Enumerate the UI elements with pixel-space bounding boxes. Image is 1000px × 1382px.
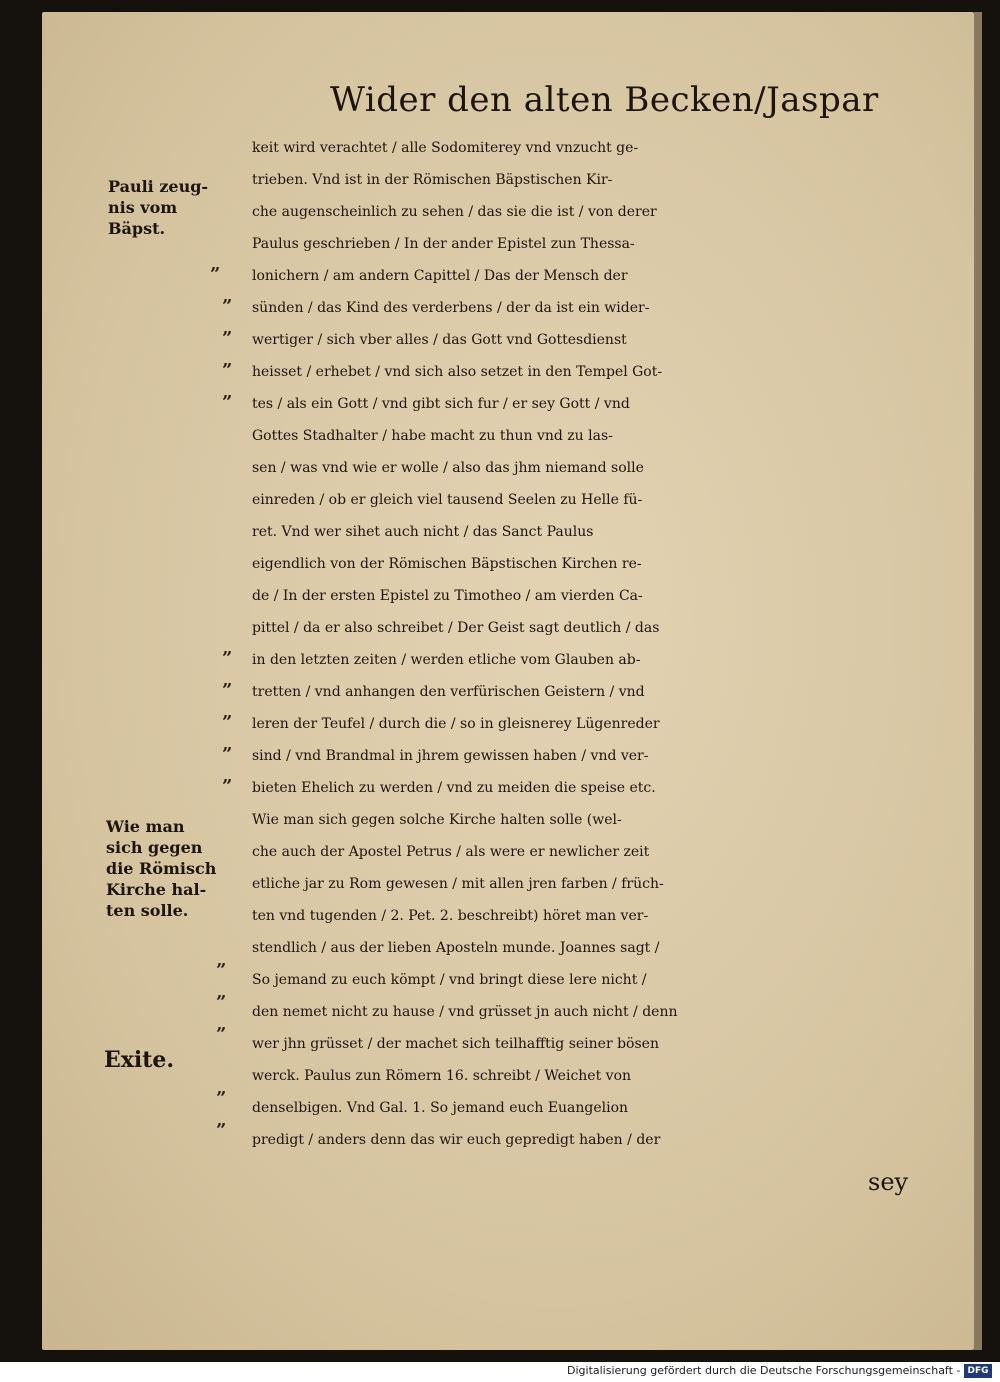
quote-mark: ” [216, 1120, 227, 1141]
text-line: in den letzten zeiten / werden etliche vom Glauben ab- [252, 652, 641, 668]
dfg-logo: DFG [964, 1364, 992, 1378]
quote-mark: ” [222, 680, 233, 701]
quote-mark: ” [216, 992, 227, 1013]
text-line: sünden / das Kind des verderbens / der da ist ein wider- [252, 300, 650, 316]
quote-mark: ” [216, 960, 227, 981]
margin-note-wie-man [106, 816, 246, 921]
margin-note-line: Wie man [106, 817, 185, 836]
quote-mark: ” [222, 744, 233, 765]
catchword: sey [868, 1168, 909, 1196]
text-line: werck. Paulus zun Römern 16. schreibt / Weichet von [252, 1068, 632, 1084]
quote-mark: ” [222, 328, 233, 349]
margin-note-pauli [108, 176, 238, 239]
text-line: pittel / da er also schreibet / Der Geist sagt deutlich / das [252, 620, 660, 636]
margin-note-line: sich gegen [106, 838, 203, 857]
margin-note-line: ten solle. [106, 901, 189, 920]
text-line: lonichern / am andern Capittel / Das der Mensch der [252, 268, 628, 284]
margin-note-line: die Römisch [106, 859, 217, 878]
page-edge [974, 12, 982, 1350]
text-line: tes / als ein Gott / vnd gibt sich fur / er sey Gott / vnd [252, 396, 630, 412]
quote-mark: ” [222, 712, 233, 733]
text-line: So jemand zu euch kömpt / vnd bringt diese lere nicht / [252, 972, 647, 988]
text-line: stendlich / aus der lieben Aposteln munde. Joannes sagt / [252, 940, 660, 956]
text-line: trieben. Vnd ist in der Römischen Bäpstischen Kir- [252, 172, 613, 188]
text-line: denselbigen. Vnd Gal. 1. So jemand euch Euangelion [252, 1100, 629, 1116]
quote-mark: ” [222, 776, 233, 797]
text-line: leren der Teufel / durch die / so in gleisnerey Lügenreder [252, 716, 660, 732]
margin-note-line: Pauli zeug- [108, 177, 209, 196]
text-line: wer jhn grüsset / der machet sich teilhafftig seiner bösen [252, 1036, 659, 1052]
text-line: bieten Ehelich zu werden / vnd zu meiden die speise etc. [252, 780, 656, 796]
text-line: che augenscheinlich zu sehen / das sie die ist / von derer [252, 204, 657, 220]
text-line: wertiger / sich vber alles / das Gott vnd Gottesdienst [252, 332, 627, 348]
quote-mark: ” [210, 264, 221, 285]
text-line: sind / vnd Brandmal in jhrem gewissen haben / vnd ver- [252, 748, 649, 764]
text-line: tretten / vnd anhangen den verfürischen Geistern / vnd [252, 684, 645, 700]
quote-mark: ” [222, 360, 233, 381]
text-line: ten vnd tugenden / 2. Pet. 2. beschreibt) höret man ver- [252, 908, 649, 924]
body-text [252, 132, 918, 1156]
margin-note-exite: Exite. [104, 1047, 175, 1073]
running-head: Wider den alten Becken/Jaspar [330, 80, 879, 120]
text-line: etliche jar zu Rom gewesen / mit allen jren farben / früch- [252, 876, 664, 892]
text-line: sen / was vnd wie er wolle / also das jhm niemand solle [252, 460, 644, 476]
text-line: de / In der ersten Epistel zu Timotheo / am vierden Ca- [252, 588, 643, 604]
footer-credit: Digitalisierung gefördert durch die Deutsche Forschungsgemeinschaft - [567, 1364, 961, 1377]
quote-mark: ” [222, 648, 233, 669]
quote-mark: ” [222, 392, 233, 413]
text-line: einreden / ob er gleich viel tausend Seelen zu Helle fü- [252, 492, 643, 508]
text-line: den nemet nicht zu hause / vnd grüsset jn auch nicht / denn [252, 1004, 678, 1020]
text-line: Gottes Stadhalter / habe macht zu thun vnd zu las- [252, 428, 613, 444]
margin-note-line: nis vom [108, 198, 178, 217]
text-line: Wie man sich gegen solche Kirche halten solle (wel- [252, 812, 622, 828]
text-line: predigt / anders denn das wir euch gepredigt haben / der [252, 1132, 661, 1148]
text-line: eigendlich von der Römischen Bäpstischen Kirchen re- [252, 556, 642, 572]
quote-mark: ” [222, 296, 233, 317]
text-line: keit wird verachtet / alle Sodomiterey vnd vnzucht ge- [252, 140, 639, 156]
margin-note-line: Bäpst. [108, 219, 166, 238]
text-line: heisset / erhebet / vnd sich also setzet in den Tempel Got- [252, 364, 663, 380]
text-line: che auch der Apostel Petrus / als were er newlicher zeit [252, 844, 650, 860]
margin-note-line: Kirche hal- [106, 880, 207, 899]
quote-mark: ” [216, 1088, 227, 1109]
text-line: ret. Vnd wer sihet auch nicht / das Sanct Paulus [252, 524, 594, 540]
quote-mark: ” [216, 1024, 227, 1045]
text-line: Paulus geschrieben / In der ander Epistel zun Thessa- [252, 236, 635, 252]
